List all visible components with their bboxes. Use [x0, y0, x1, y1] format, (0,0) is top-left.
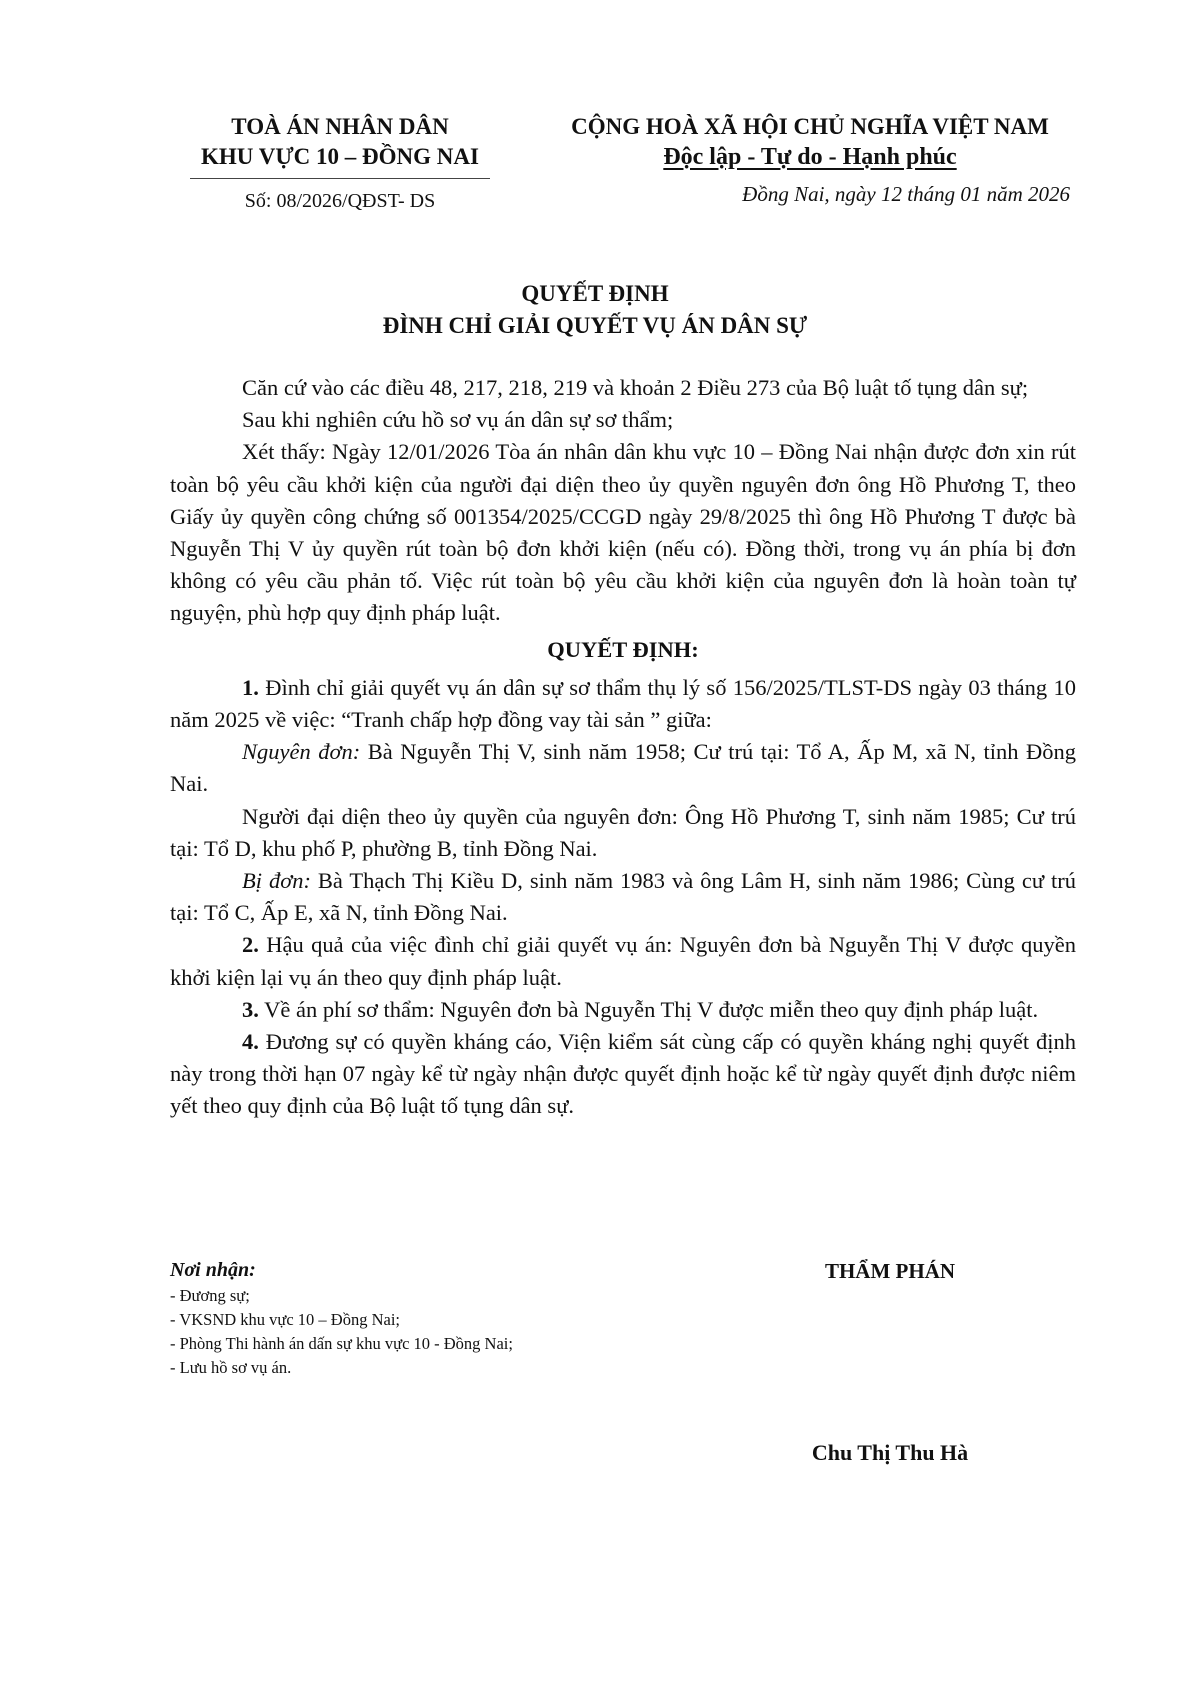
place-date: Đồng Nai, ngày 12 tháng 01 năm 2026	[742, 182, 1070, 206]
plaintiff: Nguyên đơn: Bà Nguyễn Thị V, sinh năm 1958; Cư trú tại: Tổ A, Ấp M, xã N, tỉnh Đồng Nai.	[170, 739, 1077, 797]
court-name-line2: KHU VỰC 10 – ĐỒNG NAI	[201, 144, 479, 169]
title-line2: ĐÌNH CHỈ GIẢI QUYẾT VỤ ÁN DÂN SỰ	[382, 313, 808, 338]
recipient-item: - Đương sự;	[170, 1286, 250, 1305]
decision-item-4: 4. Đương sự có quyền kháng cáo, Viện kiểm sát cùng cấp có quyền kháng nghị quyết định này trong thời hạn 07 ngày kể từ ngày nhận được quyết định hoặc kể từ ngày quyết định được niêm yết theo quy định của Bộ luật tố tụng dân sự.	[170, 1029, 1076, 1119]
nation-motto: Độc lập - Tự do - Hạnh phúc	[663, 144, 957, 170]
signature-role: THẨM PHÁN	[824, 1259, 956, 1283]
document-number: Số: 08/2026/QĐST- DS	[244, 190, 436, 212]
document-body	[170, 372, 1076, 1123]
recipients	[170, 1257, 670, 1380]
defendant: Bị đơn: Bà Thạch Thị Kiều D, sinh năm 1983 và ông Lâm H, sinh năm 1986; Cùng cư trú tại: Tổ C, Ấp E, xã N, tỉnh Đồng Nai.	[170, 868, 1076, 926]
preamble-legal-basis: Căn cứ vào các điều 48, 217, 218, 219 và khoản 2 Điều 273 của Bộ luật tố tụng dân sự;	[242, 375, 1029, 400]
court-header	[160, 112, 520, 215]
document-title	[0, 278, 1190, 342]
nation-header	[540, 112, 1080, 208]
recipients-title: Nơi nhận:	[170, 1259, 256, 1281]
decision-item-1: 1. Đình chỉ giải quyết vụ án dân sự sơ thẩm thụ lý số 156/2025/TLST-DS ngày 03 tháng 10 năm 2025 về việc: “Tranh chấp hợp đồng vay tài sản ” giữa:	[170, 674, 1076, 733]
decision-item-2: 2. Hậu quả của việc đình chỉ giải quyết vụ án: Nguyên đơn bà Nguyễn Thị V được quyền khởi kiện lại vụ án theo quy định pháp luật.	[170, 932, 1076, 990]
recipient-item: - VKSND khu vực 10 – Đồng Nai;	[170, 1310, 401, 1329]
title-line1: QUYẾT ĐỊNH	[521, 281, 669, 306]
signer-name: Chu Thị Thu Hà	[811, 1440, 969, 1465]
decision-heading: QUYẾT ĐỊNH:	[547, 636, 699, 662]
preamble-findings: Xét thấy: Ngày 12/01/2026 Tòa án nhân dân khu vực 10 – Đồng Nai nhận được đơn xin rút toàn bộ yêu cầu khởi kiện của người đại diện theo ủy quyền nguyên đơn ông Hồ Phương T, theo Giấy ủy quyền công chứng số 001354/2025/CCGD ngày 29/8/2025 thì ông Hồ Phương T được bà Nguyễn Thị V ủy quyền rút toàn bộ đơn khởi kiện (nếu có). Đồng thời, trong vụ án phía bị đơn không có yêu cầu phản tố. Việc rút toàn bộ yêu cầu khởi kiện của nguyên đơn là hoàn toàn tự nguyện, phù hợp quy định pháp luật.	[170, 439, 1076, 626]
decision-item-3: 3. Về án phí sơ thẩm: Nguyên đơn bà Nguyễn Thị V được miễn theo quy định pháp luật.	[242, 996, 1039, 1022]
court-name-line1: TOÀ ÁN NHÂN DÂN	[231, 114, 449, 139]
recipient-item: - Lưu hồ sơ vụ án.	[170, 1358, 292, 1377]
nation-name: CỘNG HOÀ XÃ HỘI CHỦ NGHĨA VIỆT NAM	[571, 114, 1049, 139]
court-divider	[190, 178, 490, 179]
preamble-review: Sau khi nghiên cứu hồ sơ vụ án dân sự sơ thẩm;	[242, 407, 674, 433]
representative: Người đại diện theo ủy quyền của nguyên đơn: Ông Hồ Phương T, sinh năm 1985; Cư trú tại: Tổ D, khu phố P, phường B, tỉnh Đồng Nai.	[170, 803, 1076, 861]
recipient-item: - Phòng Thi hành án dấn sự khu vực 10 - Đồng Nai;	[170, 1334, 513, 1353]
